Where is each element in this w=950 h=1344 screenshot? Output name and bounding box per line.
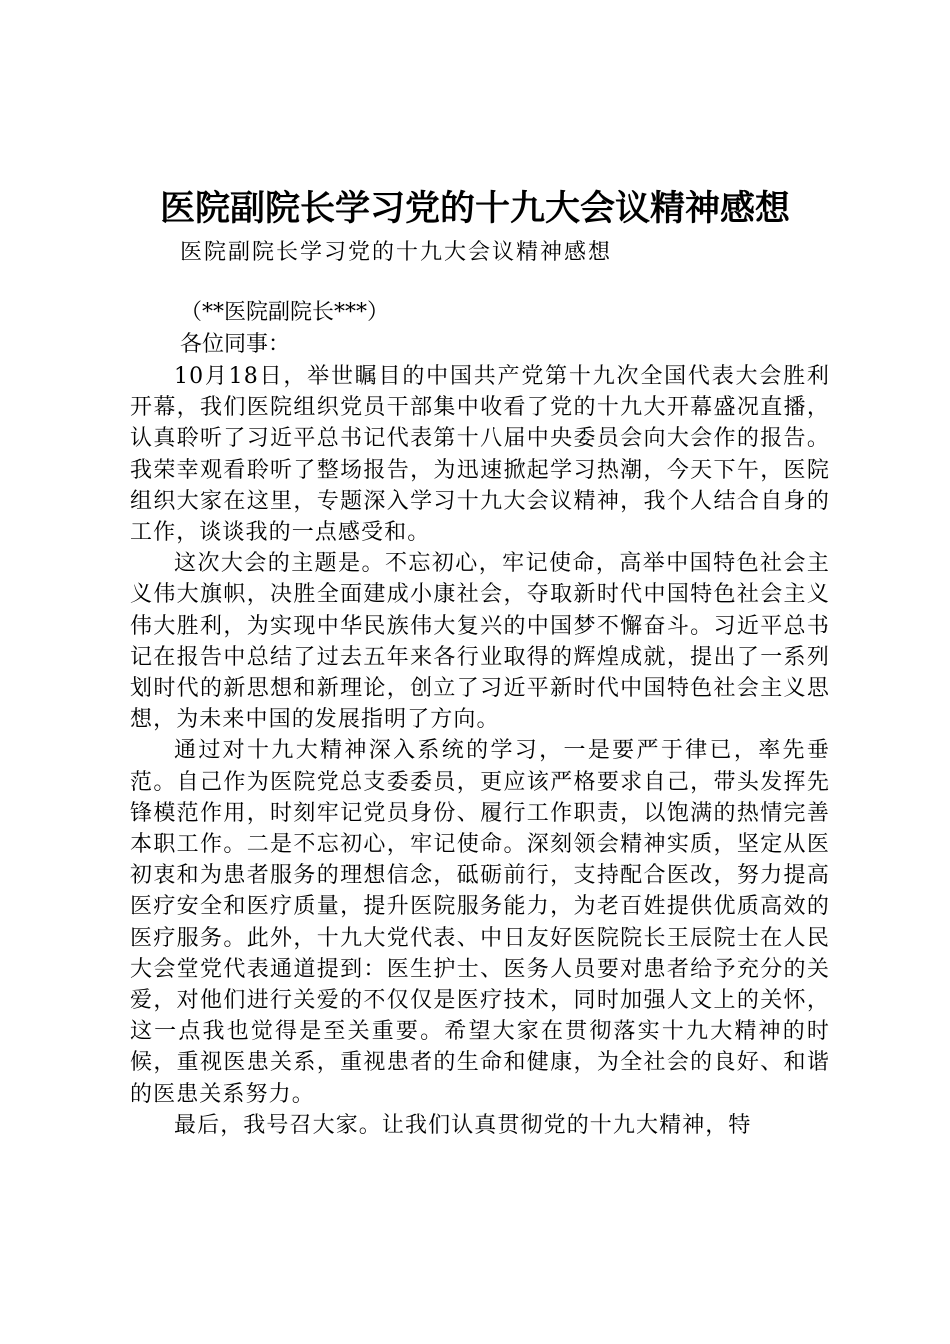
paragraph: 这次大会的主题是。不忘初心，牢记使命，高举中国特色社会主义伟大旗帜，决胜全面建成小康社会，夺取新时代中国特色社会主义伟大胜利，为实现中华民族伟大复兴的中国梦不懈奋斗。习近平总书记在报告中总结了过去五年来各行业取得的辉煌成就，提出了一系列划时代的新思想和新理论，创立了习近平新时代中国特色社会主义思想，为未来中国的发展指明了方向。 xyxy=(130,551,830,733)
author-line: （**医院副院长***） xyxy=(180,300,390,325)
document-body xyxy=(130,361,830,1141)
paragraph: 最后，我号召大家。让我们认真贯彻党的十九大精神，特 xyxy=(174,1112,752,1138)
greeting: 各位同事： xyxy=(180,332,291,357)
paragraph: 通过对十九大精神深入系统的学习，一是要严于律已，率先垂范。自己作为医院党总支委委员，更应该严格要求自己，带头发挥先锋模范作用，时刻牢记党员身份、履行工作职责，以饱满的热情完善本职工作。二是不忘初心，牢记使命。深刻领会精神实质，坚定从医初衷和为患者服务的理想信念，砥砺前行，支持配合医改，努力提高医疗安全和医疗质量，提升医院服务能力，为老百姓提供优质高效的医疗服务。此外，十九大党代表、中日友好医院院长王辰院士在人民大会堂党代表通道提到：医生护士、医务人员要对患者给予充分的关爱，对他们进行关爱的不仅仅是医疗技术，同时加强人文上的关怀，这一点我也觉得是至关重要。希望大家在贯彻落实十九大精神的时候，重视医患关系，重视患者的生命和健康，为全社会的良好、和谐的医患关系努力。 xyxy=(130,738,830,1107)
document-subtitle: 医院副院长学习党的十九大会议精神感想 xyxy=(180,240,613,265)
paragraph: 10月18日，举世瞩目的中国共产党第十九次全国代表大会胜利开幕，我们医院组织党员干部集中收看了党的十九大开幕盛况直播，认真聆听了习近平总书记代表第十八届中央委员会向大会作的报告。我荣幸观看聆听了整场报告，为迅速掀起学习热潮，今天下午，医院组织大家在这里，专题深入学习十九大会议精神，我个人结合自身的工作，谈谈我的一点感受和。 xyxy=(130,364,830,546)
document-title: 医院副院长学习党的十九大会议精神感想 xyxy=(159,189,790,229)
